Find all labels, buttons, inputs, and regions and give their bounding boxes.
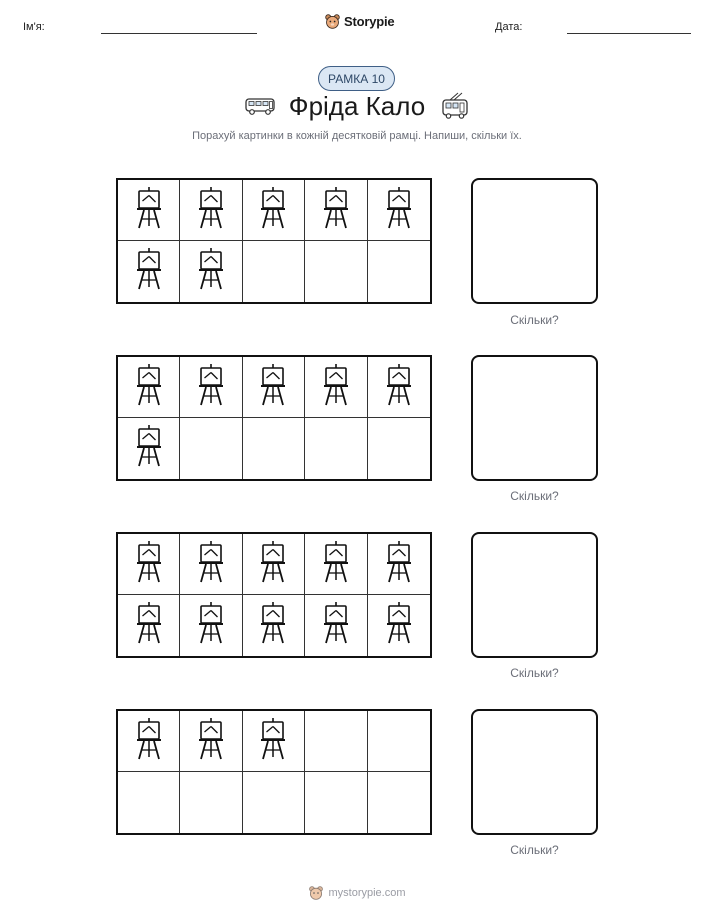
easel-icon — [196, 717, 226, 766]
instructions: Порахуй картинки в кожній десятковій рамці. Напиши, скільки їх. — [192, 130, 522, 142]
frame-cell — [243, 772, 305, 833]
frame-cell — [305, 595, 367, 656]
frame-cell — [118, 595, 180, 656]
page-title: Фріда Кало — [288, 91, 426, 121]
easel-icon — [321, 540, 351, 589]
frame-cell — [243, 534, 305, 595]
frame-cell — [180, 180, 242, 241]
easel-icon — [134, 186, 164, 235]
easel-icon — [321, 601, 351, 650]
frame-cell — [368, 357, 430, 418]
frame-cell — [305, 241, 367, 302]
frame-cell — [118, 534, 180, 595]
frame-cell — [368, 180, 430, 241]
frame-cell — [368, 772, 430, 833]
frame-cell — [368, 241, 430, 302]
frame-cell — [305, 180, 367, 241]
frame-cell — [243, 357, 305, 418]
frame-cell — [180, 711, 242, 772]
easel-icon — [134, 363, 164, 412]
easel-icon — [196, 363, 226, 412]
frame-cell — [305, 418, 367, 479]
answer-question-4: Скільки? — [510, 843, 559, 857]
brand-name: Storypie — [344, 14, 395, 29]
easel-icon — [196, 540, 226, 589]
answer-box-1[interactable] — [471, 178, 598, 304]
easel-icon — [196, 247, 226, 296]
easel-icon — [134, 247, 164, 296]
frame-cell — [368, 418, 430, 479]
frame-cell — [305, 711, 367, 772]
answer-box-3[interactable] — [471, 532, 598, 658]
frame-cell — [118, 241, 180, 302]
easel-icon — [258, 186, 288, 235]
answer-box-4[interactable] — [471, 709, 598, 835]
name-line — [101, 33, 257, 34]
brand-logo — [324, 13, 394, 30]
easel-icon — [134, 717, 164, 766]
frame-cell — [243, 241, 305, 302]
frame-cell — [305, 534, 367, 595]
frame-cell — [305, 357, 367, 418]
easel-icon — [321, 186, 351, 235]
frame-cell — [243, 180, 305, 241]
frame-cell — [118, 418, 180, 479]
easel-icon — [384, 601, 414, 650]
footer — [0, 885, 714, 901]
frame-cell — [118, 772, 180, 833]
name-label: Ім'я: — [23, 21, 45, 33]
trolleybus-icon — [440, 92, 470, 120]
frame-cell — [180, 595, 242, 656]
frame-cell — [180, 418, 242, 479]
easel-icon — [384, 540, 414, 589]
frame-cell — [180, 357, 242, 418]
answer-box-2[interactable] — [471, 355, 598, 481]
easel-icon — [258, 540, 288, 589]
footer-site: mystorypie.com — [328, 887, 406, 899]
storypie-mascot-icon — [308, 885, 324, 901]
easel-icon — [258, 601, 288, 650]
easel-icon — [196, 186, 226, 235]
frame-cell — [305, 772, 367, 833]
frame-cell — [180, 534, 242, 595]
frame-cell — [368, 595, 430, 656]
frame-cell — [368, 534, 430, 595]
easel-icon — [384, 363, 414, 412]
easel-icon — [258, 363, 288, 412]
easel-icon — [321, 363, 351, 412]
answer-question-3: Скільки? — [510, 666, 559, 680]
frame-cell — [243, 595, 305, 656]
ten-frame-2 — [116, 355, 432, 481]
frame-cell — [118, 180, 180, 241]
answer-question-2: Скільки? — [510, 489, 559, 503]
ten-frame-3 — [116, 532, 432, 658]
frame-cell — [180, 241, 242, 302]
frame-cell — [243, 711, 305, 772]
frame-cell — [243, 418, 305, 479]
easel-icon — [258, 717, 288, 766]
ten-frame-4 — [116, 709, 432, 835]
frame-cell — [180, 772, 242, 833]
ten-frame-1 — [116, 178, 432, 304]
frame-cell — [368, 711, 430, 772]
frame-type-badge: РАМКА 10 — [318, 66, 395, 91]
easel-icon — [134, 601, 164, 650]
date-label: Дата: — [495, 21, 523, 33]
frame-cell — [118, 711, 180, 772]
easel-icon — [134, 540, 164, 589]
storypie-mascot-icon — [324, 13, 341, 30]
date-line — [567, 33, 691, 34]
easel-icon — [134, 424, 164, 473]
easel-icon — [384, 186, 414, 235]
answer-question-1: Скільки? — [510, 313, 559, 327]
easel-icon — [196, 601, 226, 650]
frame-cell — [118, 357, 180, 418]
